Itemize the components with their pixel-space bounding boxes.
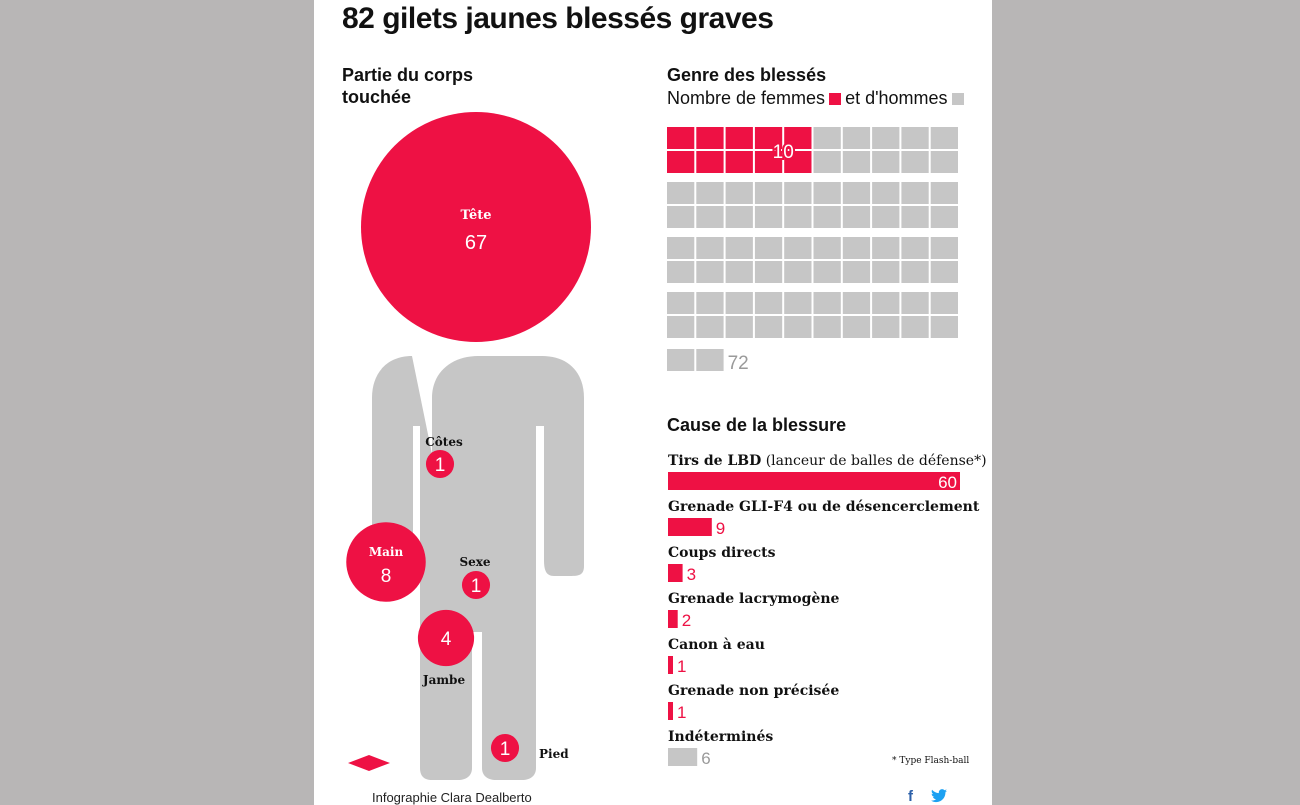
waffle-cell-men (814, 182, 841, 204)
waffle-cell-men (667, 316, 694, 338)
waffle-cell-men (901, 182, 928, 204)
waffle-cell-men (696, 292, 723, 314)
cause-bars-group (668, 472, 960, 768)
waffle-cell-men (755, 182, 782, 204)
waffle-cell-men (784, 261, 811, 283)
body-heading-line2: touchée (342, 87, 412, 107)
cause-bar-0 (668, 472, 960, 490)
waffle-cell-women (726, 127, 753, 149)
cause-value-1: 9 (715, 519, 726, 538)
cause-value-0: 60 (938, 473, 957, 492)
waffle-cell-men (814, 316, 841, 338)
waffle-cell-men (872, 151, 899, 173)
waffle-cell-men (755, 206, 782, 228)
infographic-panel (314, 0, 992, 805)
bubble-label-3: Sexe (459, 555, 491, 569)
bubble-label-5: Pied (539, 747, 569, 761)
cause-label-1: Grenade GLI-F4 ou de désencerclement (668, 499, 980, 515)
waffle-cell-men (784, 292, 811, 314)
credit: Infographie Clara Dealberto (372, 790, 532, 805)
waffle-cell-men (901, 261, 928, 283)
waffle-cell-men (901, 127, 928, 149)
waffle-cell-men (843, 316, 870, 338)
cause-value-6: 6 (701, 749, 711, 768)
waffle-cell-men (931, 237, 958, 259)
waffle-cell-men (726, 237, 753, 259)
cause-value-2: 3 (686, 565, 697, 584)
waffle-cell-men (931, 182, 958, 204)
waffle-cell-women (667, 151, 694, 173)
waffle-cell-men (901, 206, 928, 228)
waffle-cell-men (814, 237, 841, 259)
waffle-cell-men (901, 316, 928, 338)
gender-section-heading: Genre des blessés (667, 65, 827, 85)
waffle-cell-men (901, 151, 928, 173)
cause-value-3: 2 (681, 611, 692, 630)
cause-label-6: Indéterminés (668, 729, 774, 745)
waffle-cell-men (667, 349, 694, 371)
waffle-cell-men (872, 261, 899, 283)
waffle-cell-men (931, 206, 958, 228)
waffle-cell-men (843, 292, 870, 314)
bubble-label-2: Main (368, 545, 404, 559)
waffle-cell-men (667, 206, 694, 228)
waffle-cell-men (696, 261, 723, 283)
waffle-cell-men (872, 182, 899, 204)
waffle-cell-men (696, 237, 723, 259)
cause-bar-5 (668, 702, 673, 720)
waffle-cell-men (696, 316, 723, 338)
body-heading-line1: Partie du corps (342, 65, 474, 85)
waffle-cell-men (872, 237, 899, 259)
cause-bar-2 (668, 564, 683, 582)
waffle-cell-men (814, 261, 841, 283)
waffle-cell-men (784, 237, 811, 259)
waffle-cell-men (726, 316, 753, 338)
waffle-cell-men (696, 349, 723, 371)
cause-label-4: Canon à eau (668, 637, 765, 653)
diamond-marker (348, 755, 390, 771)
waffle-cell-men (696, 206, 723, 228)
waffle-cell-men (667, 261, 694, 283)
cause-value-5: 1 (677, 703, 687, 722)
bubble-value-2: 8 (380, 566, 392, 587)
waffle-cell-men (814, 151, 841, 173)
waffle-cell-men (931, 151, 958, 173)
waffle-cell-men (843, 151, 870, 173)
waffle-cell-men (784, 182, 811, 204)
cause-bar-4 (668, 656, 673, 674)
waffle-cell-women (696, 151, 723, 173)
waffle-cell-men (667, 292, 694, 314)
waffle-cell-men (667, 237, 694, 259)
waffle-cell-men (814, 206, 841, 228)
infographic-graphics (314, 0, 992, 805)
cause-bar-1 (668, 518, 712, 536)
waffle-cell-men (872, 292, 899, 314)
waffle-cell-women (667, 127, 694, 149)
waffle-cell-men (696, 182, 723, 204)
bubble-value-4: 4 (440, 629, 452, 650)
waffle-cell-women (726, 151, 753, 173)
cause-label-0: Tirs de LBD (lanceur de balles de défense*) (668, 453, 987, 469)
waffle-cell-men (843, 237, 870, 259)
bubble-value-3: 1 (470, 576, 482, 597)
waffle-group (667, 127, 958, 374)
waffle-cell-men (931, 127, 958, 149)
bubble-label-4: Jambe (422, 673, 466, 687)
waffle-cell-men (872, 316, 899, 338)
bubble-label-0: Tête (460, 208, 492, 223)
waffle-men-count: 72 (727, 353, 749, 374)
waffle-cell-men (901, 292, 928, 314)
waffle-cell-men (726, 182, 753, 204)
waffle-cell-men (843, 127, 870, 149)
legend-women-label: Nombre de femmes (667, 88, 826, 108)
bubble-2 (346, 522, 425, 601)
waffle-cell-men (843, 182, 870, 204)
waffle-cell-men (784, 206, 811, 228)
waffle-cell-men (843, 261, 870, 283)
waffle-cell-men (755, 261, 782, 283)
waffle-cell-men (931, 292, 958, 314)
waffle-cell-men (872, 206, 899, 228)
waffle-cell-men (755, 292, 782, 314)
bubble-value-0: 67 (464, 232, 488, 254)
waffle-cell-men (931, 316, 958, 338)
cause-value-4: 1 (677, 657, 687, 676)
waffle-women-count: 10 (772, 142, 794, 163)
waffle-cell-men (784, 316, 811, 338)
waffle-cell-men (872, 127, 899, 149)
waffle-cell-men (814, 127, 841, 149)
waffle-cell-men (755, 237, 782, 259)
bubble-value-5: 1 (499, 739, 511, 760)
legend-men-label: et d'hommes (845, 88, 948, 108)
twitter-icon[interactable] (931, 789, 947, 803)
waffle-cell-men (726, 292, 753, 314)
waffle-cell-women (696, 127, 723, 149)
page-title: 82 gilets jaunes blessés graves (342, 2, 774, 35)
cause-bar-6 (668, 748, 697, 766)
bubble-label-1: Côtes (425, 435, 463, 449)
waffle-cell-men (843, 206, 870, 228)
cause-label-2: Coups directs (668, 545, 776, 561)
waffle-cell-men (931, 261, 958, 283)
waffle-cell-men (667, 182, 694, 204)
waffle-cell-men (726, 261, 753, 283)
cause-label-5: Grenade non précisée (668, 683, 840, 699)
cause-section-heading: Cause de la blessure (667, 415, 847, 435)
facebook-icon[interactable]: f (908, 788, 913, 805)
footnote: * Type Flash-ball (892, 756, 970, 766)
waffle-cell-men (814, 292, 841, 314)
cause-label-3: Grenade lacrymogène (668, 591, 840, 607)
waffle-cell-men (726, 206, 753, 228)
bubble-value-1: 1 (434, 455, 446, 476)
waffle-cell-men (755, 316, 782, 338)
cause-bar-3 (668, 610, 678, 628)
bubble-0 (361, 112, 591, 342)
waffle-cell-men (901, 237, 928, 259)
